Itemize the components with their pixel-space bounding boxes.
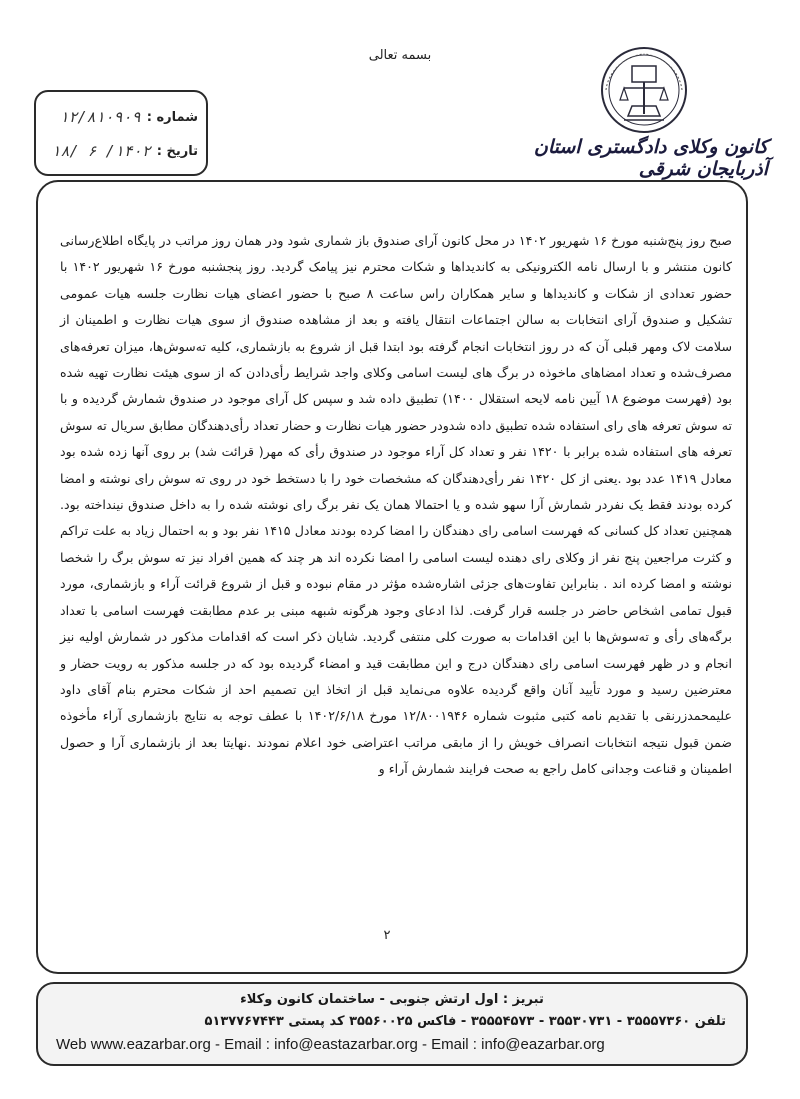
footer-web-email-line: Web www.eazarbar.org - Email : info@eastazarbar.org - Email : info@eazarbar.org <box>56 1036 605 1053</box>
invocation-heading: بسمه تعالی <box>368 48 432 63</box>
letter-body-paragraph: صبح روز پنج‌شنبه مورخ ۱۶ شهریور ۱۴۰۲ در محل کانون آرای صندوق باز شماری شود ودر همان روز مراتب در پایگاه اطلاع‌رسانی کانون منتشر و با ارسال نامه الکترونیکی به کاندیداها و شکات محترم نیز پیامک گردید. روز پنجشنبه مورخ ۱۶ شهریور ۱۴۰۲ با حضور تعدادی از شکات و کاندیداها و سایر همکاران راس ساعت ۸ صبح با حضور اعضای هیات نظارت جلسه هیات عمومی تشکیل و صندوق آرای انتخابات به سالن اجتماعات انتقال یافته و بعد از مشاهده صندوق از سوی هیات نظارت و اطمینان از سلامت لاک ومهر قبلی آن که در روز انتخابات انجام گرفته بود ابتدا قبل از شروع به بازشماری، کلیه ته‌سوش‌ها، میزان تعرفه‌های مصرف‌شده و تعداد امضاهای ماخوذه در برگ های لیست اسامی وکلای واجد شرایط رأی‌دادن که از سوی هیئت نظارت تهیه شده بود (فهرست موضوع ۱۸ آیین نامه لایحه استقلال ۱۴۰۰) تطبیق داده شد و سپس کل آرای موجود در صندوق شمارش گردیده و با ته سوش تعرفه های رای استفاده شده تطبیق داده شدودر حضور هیات نظارت و حضار تعداد رأی‌دهندگان مطابق سریال ته سوش تعرفه های استفاده شده برابر با ۱۴۲۰ نفر و تعداد کل آراء موجود در صندوق رأی که مهر( قرائت شد) بر روی آنها زده شده بود معادل ۱۴۱۹ عدد بود .یعنی از کل ۱۴۲۰ نفر رأی‌دهندگان که مشخصات خود را با دستخط خود در روی ته سوش رای نوشته و امضا کرده بودند فقط یک نفردر شمارش آرا سهو شده و یا احتمالا همان یک نفر برگ رای نوشته شده را به داخل صندوق نینداخته بود. همچنین تعداد کل کسانی که فهرست اسامی رای دهندگان را امضا کرده بودند معادل ۱۴۱۵ نفر بود و به احتمال زیاد به علت تراکم و کثرت مراجعین پنج نفر از وکلای رای دهنده لیست اسامی را امضا نکرده اند هر چند که همین افراد نیز ته سوش برگ را شخصا نوشته و امضا کرده اند . بنابراین تفاوت‌های جزئی اشاره‌شده مؤثر در مقام نبوده و قبل از شروع قرائت آراء و بازشماری، مورد قبول تمامی اشخاص حاضر در جلسه قرار گرفت. لذا ادعای وجود هرگونه شبهه مبنی بر عدم مطابقت فهرست اسامی با تعداد برگه‌های رأی و ته‌سوش‌ها با این اقدامات به صورت کلی منتفی گردید. شایان ذکر است که اقدامات مذکور در شمارش اولیه نیز انجام و در ظهر فهرست اسامی رای دهندگان درج و این مطابقت قید و امضاء گردیده بود که در جلسه مذکور به رویت حضار و معترضین رسید و مورد تأیید آنان واقع گردیده علاوه می‌نماید قبل از اتخاذ این تصمیم احد از شکات محترم بنام آقای داود علیمحمدزرنقی با تقدیم نامه کتبی مثبوت شماره ۱۲/۸۰۰۱۹۴۶ مورخ ۱۴۰۲/۶/۱۸ با عطف توجه به نتایج بازشماری آراء مأخوذه ضمن قبول نتیجه انتخابات انصراف خویش را از مابقی مراتب اعتراضی خود اعلام نمودند .نهایتا بعد از بازشماری آرا و حصول اطمینان و قناعت وجدانی کامل راجع به صحت فرایند شمارش آراء و <box>60 233 733 777</box>
reference-date-value: ۱۴۰۲/ ۶ /۱۸ <box>51 142 151 160</box>
page-number: ۲ <box>383 928 391 943</box>
footer-address: تبریز : اول ارتش جنوبی - ساختمان کانون وکلاء <box>240 992 544 1007</box>
reference-number-row <box>44 102 198 132</box>
organization-name: کانون وکلای دادگستری استان آذربایجان شرقی <box>533 136 768 180</box>
reference-date-label: تاریخ : <box>156 143 198 159</box>
bar-association-emblem <box>584 42 704 142</box>
footer-phone-line: تلفن ۳۵۵۵۷۳۶۰ - ۳۵۵۳۰۷۳۱ - ۳۵۵۵۴۵۷۳ - فاکس ۳۵۵۶۰۰۲۵ کد پستی ۵۱۳۷۷۶۷۴۴۳ <box>204 1014 726 1029</box>
scales-of-justice-icon <box>584 42 704 142</box>
reference-number-label: شماره : <box>146 109 198 125</box>
reference-date-row <box>44 136 198 166</box>
footer-contact-box <box>36 982 748 1066</box>
reference-box <box>34 90 208 176</box>
reference-number-value: ۱۲/۸۱۰۹۰۹ <box>59 108 141 126</box>
